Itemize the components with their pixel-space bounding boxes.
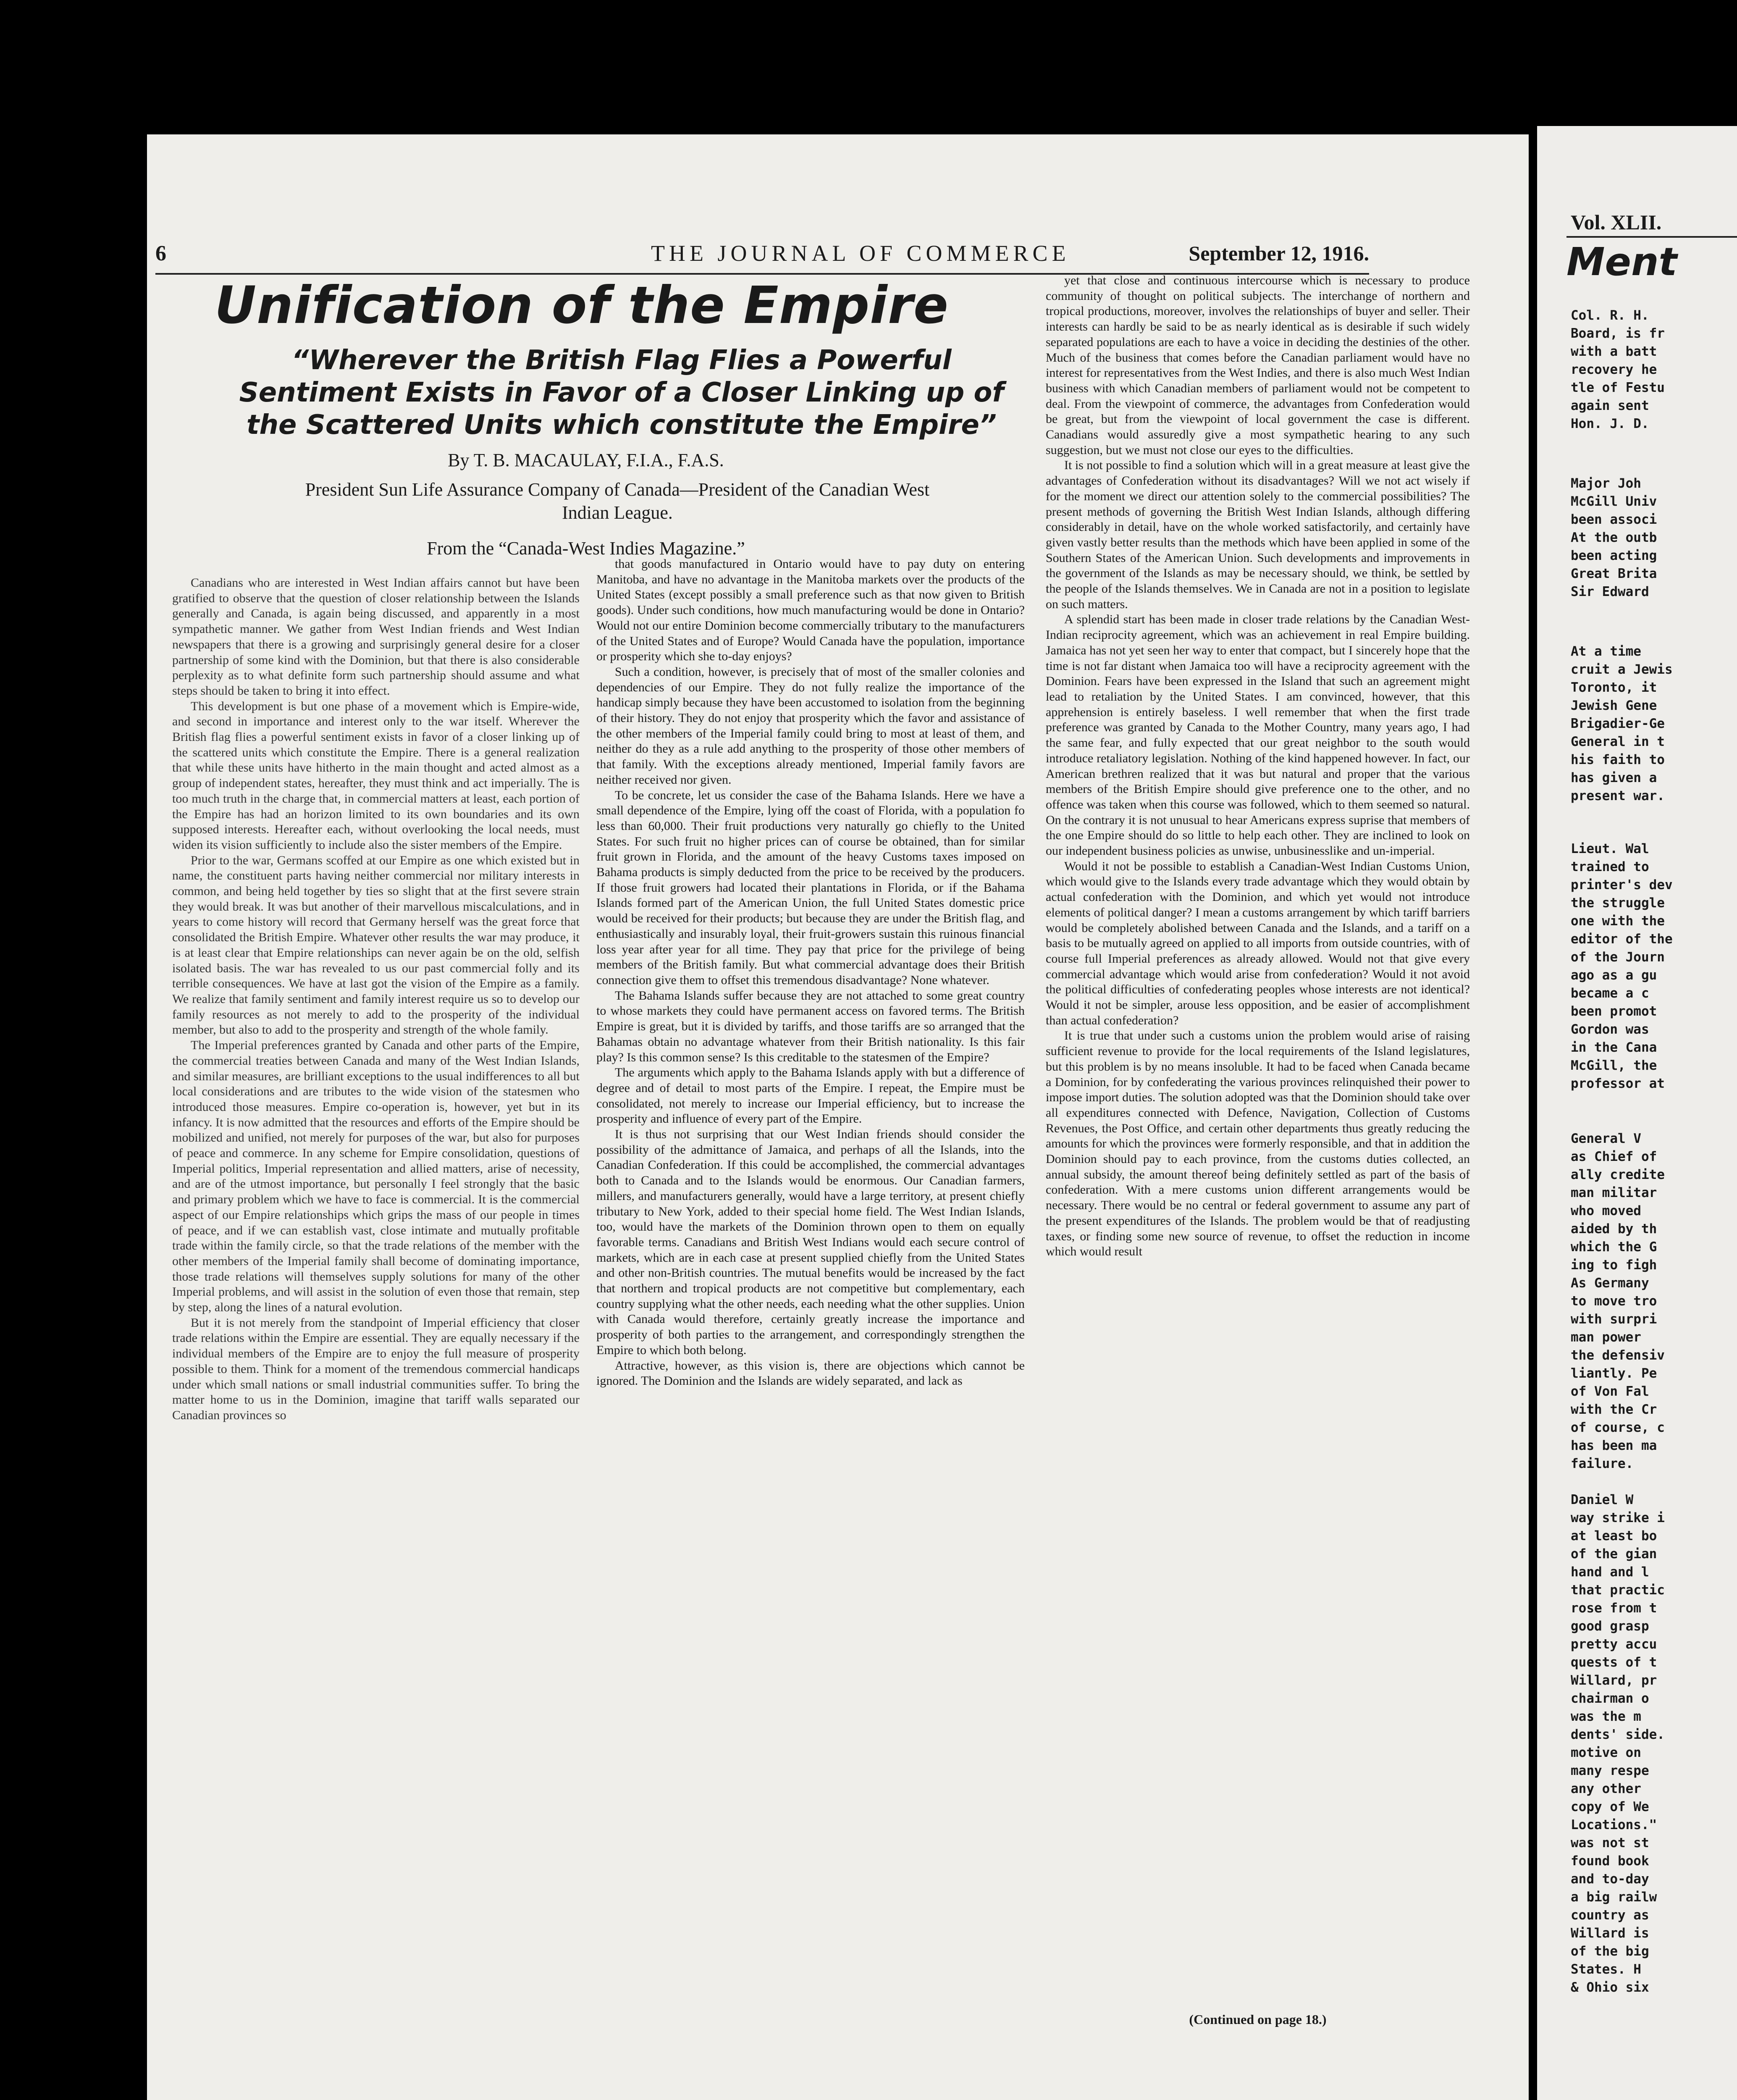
paragraph: yet that close and continuous intercourse which is necessary to produce community of thought on political subjects. The interchange of northern and tropical productions, moreover, involves the relationships of buyer and seller. Their interests can hardly be said to be as nearly identical as is desirable if such widely separated populations are each to have a voice in deciding the destinies of the other. Much of the business that comes before the Canadian parliament would have no interest for representatives from the West Indies, and there is also much West Indian business with which Canadian members of parliament would not be competent to deal. From the viewpoint of commerce, the advantages from Confederation would be great, but from the viewpoint of local government the case is different. Canadians would assuredly give a most sympathetic hearing to any such suggestion, but we must not close our eyes to the difficulties. <box>1046 273 1470 457</box>
paragraph: It is not possible to find a solution which will in a great measure at least give the advantages of Confederation without its disadvantages? Will we not act wisely if for the moment we direct our attention solely to the commercial possibilities? The present methods of governing the British West Indian Islands, although differing considerably in detail, have on the whole worked satisfactorily, and certainly have given vastly better results than the methods which have been applied in some of the Southern States of the American Union. Such developments and improvements in the government of the Islands as may be necessary should, we think, be settled by the people of the Islands themselves. We in Canada are not in a position to legislate on such matters. <box>1046 458 1470 611</box>
paragraph: Such a condition, however, is precisely that of most of the smaller colonies and dependencies of our Empire. They do not fully realize the importance of the handicap simply because they have been accustomed to isolation from the beginning of their history. They do not enjoy that prosperity which the favor and assistance of the other members of the Imperial family could bring to most at least of them, and neither do they as a rule add anything to the prosperity of those other members of that family. With the exceptions already mentioned, Imperial family favors are neither received nor given. <box>596 664 1025 787</box>
continued-note: (Continued on page 18.) <box>1189 2012 1327 2027</box>
news-item: Daniel W way strike i at least bo of the gian hand and l that practic rose from t good grasp pretty accu quests of t Willard, pr chairman o was the m dents' side. motive on many respe any other copy of We Locations." was not st found book and to-day a big railw country as Willard is of the big States. H & Ohio six <box>1571 1492 1665 1995</box>
article-title: Unification of the Empire <box>215 276 949 335</box>
paragraph: To be concrete, let us consider the case of the Bahama Islands. Here we have a small dependence of the Empire, lying off the coast of Florida, with a population fo less than 60,000. Their fruit productions very naturally go chiefly to the United States. For such fruit no higher prices can of course be obtained, than for similar fruit grown in Florida, and the amount of the heavy Customs taxes imposed on Bahama products is simply deducted from the price to be received by the producers. If those fruit growers had located their plantations in Florida, or if the Bahama Islands formed part of the American Union, the full United States domestic price would be received for their products; but because they are under the British flag, and enthusiastically and insurably loyal, their fruit-growers sustain this ruinous financial loss year after year for all time. They pay that price for the privilege of being members of the British family. But what commercial advantage does their British connection give them to offset this tremendous disadvantage? None whatever. <box>596 788 1025 987</box>
left-page <box>147 134 1529 2100</box>
article-column-1 <box>172 575 580 2092</box>
news-item: At a time cruit a Jewis Toronto, it Jewish Gene Brigadier-Ge General in t his faith to has given a present war. <box>1571 644 1673 803</box>
paragraph: The arguments which apply to the Bahama Islands apply with but a difference of degree and of detail to most parts of the Empire. I repeat, the Empire must be consolidated, not merely to increase our Imperial efficiency, but to increase the prosperity and influence of every part of the Empire. <box>596 1066 1025 1126</box>
paragraph: Prior to the war, Germans scoffed at our Empire as one which existed but in name, the constituent parts having neither commercial nor military interests in common, and being held together by ties so slight that at the first severe strain they would break. It was but another of their marvellous miscalculations, and in years to come history will record that Germany herself was the great force that consolidated the British Empire. Whatever other results the war may produce, it is at least clear that Empire relationships can never again be on the old, selfish isolated basis. The war has revealed to us our past commercial folly and its terrible consequences. We have at last got the vision of the Empire as a family. We realize that family sentiment and family interest require us so to develop our family resources as not merely to add to the prosperity of the individual member, but also to add to the prosperity and strength of the whole family. <box>172 853 580 1037</box>
article-subtitle: “Wherever the British Flag Flies a Powerful Sentiment Exists in Favor of a Closer Linking up of the Scattered Units which constitute the Empire” <box>239 345 1004 441</box>
page-header <box>155 239 1369 275</box>
journal-name: THE JOURNAL OF COMMERCE <box>651 241 1070 266</box>
news-item: General V as Chief of ally credite man militar who moved aided by th which the G ing to figh As Germany to move tro with surpri man power the defensiv liantly. Pe of Von Fal with the Cr of course, c has been ma failure. <box>1571 1131 1665 1471</box>
news-item: Col. R. H. Board, is fr with a batt recovery he tle of Festu again sent Hon. J. D. <box>1571 308 1665 431</box>
section-heading: Ment <box>1566 239 1677 284</box>
article-byline: By T. B. MACAULAY, F.I.A., F.A.S. <box>448 450 724 470</box>
paragraph: It is true that under such a customs union the problem would arise of raising sufficient revenue to provide for the local requirements of the Island legislatures, but this problem is by no means insoluble. It had to be faced when Canada became a Dominion, for by confederating the various provinces relinquished their power to impose import duties. The solution adopted was that the Dominion should take over all expenditures connected with Defence, Navigation, Collection of Customs Revenues, the Post Office, and certain other departments thus greatly reducing the amounts for which the provinces were formerly responsible, and that in addition the Dominion should pay to each province, from the customs duties collected, an annual subsidy, the amount thereof being definitely settled as part of the basis of confederation. With a mere customs union different arrangements would be necessary. There would be no central or federal government to assume any part of the present expenditures of the Islands. The problem would be that of readjusting taxes, or finding some new source of revenue, to offset the reduction in income which would result <box>1046 1029 1470 1259</box>
right-page <box>1537 126 1737 2100</box>
paragraph: Attractive, however, as this vision is, there are objections which cannot be ignored. The Dominion and the Islands are widely separated, and lack as <box>596 1358 1025 1388</box>
paragraph: This development is but one phase of a movement which is Empire-wide, and second in importance and interest only to the war itself. Wherever the British flag flies a powerful sentiment exists in favor of a closer linking up of the scattered units which constitute the Empire. There is a general realization that while these units have hitherto in the main thought and acted almost as a group of independent states, hereafter, they must think and act imperially. The is too much truth in the charge that, in commercial matters at least, each portion of the Empire has had an horizon limited to its own boundaries and its own supposed interests. Hereafter each, without overlooking the local needs, must widen its vision sufficiently to include also the sister members of the Empire. <box>172 699 580 852</box>
paragraph: A splendid start has been made in closer trade relations by the Canadian West-Indian reciprocity agreement, which was an achievement in real Empire building. Jamaica has not yet seen her way to enter that compact, but I sincerely hope that the time is not far distant when Jamaica too will have a reciprocity agreement with the Dominion. Fears have been expressed in the Island that such an agreement might lead to retaliation by the United States. I am convinced, however, that this apprehension is entirely baseless. I well remember that when the first trade preference was granted by Canada to the Mother Country, many years ago, I had the same fear, and fully expected that our great neighbor to the south would introduce retaliatory legislation. Nothing of the kind happened however. In fact, our American brethren realized that it was but natural and proper that the various members of the British Empire should give preference one to the other, and no offence was taken when this course was followed, which to them seemed so natural. On the contrary it is not unusual to hear Americans express suprise that members of the one Empire should do so little to help each other. They are inclined to look on our independent business policies as unwise, unbusinesslike and un-imperial. <box>1046 612 1470 858</box>
news-item: Lieut. Wal trained to printer's dev the struggle one with the editor of the of the Journ ago as a gu became a c been promot Gordon was in the Cana McGill, the professor at <box>1571 841 1673 1091</box>
header-rule <box>1566 236 1737 238</box>
paragraph: Would it not be possible to establish a Canadian-West Indian Customs Union, which would give to the Islands every trade advantage which they would obtain by actual confederation with the Dominion, and which yet would not introduce elements of political danger? I mean a customs arrangement by which tariff barriers would be completely abolished between Canada and the Islands, and a tariff on a basis to be mutually agreed on applied to all imports from outside countries, with of course full Imperial preferences as already allowed. Would not that give every commercial advantage which would arise from confederation? Would it not avoid the political difficulties of confederating peoples whose interests are not identical? Would it not be simpler, arouse less opposition, and be easier of accomplishment than actual confederation? <box>1046 859 1470 1027</box>
paragraph: that goods manufactured in Ontario would have to pay duty on entering Manitoba, and have no advantage in the Manitoba markets over the products of the United States (except possibly a small preference such as that now given to British goods). Under such conditions, how much manufacturing would be done in Ontario? Would not our entire Dominion become commercially tributary to the manufacturers of the United States and of Europe? Would Canada have the population, importance or prosperity which she to-day enjoys? <box>596 557 1025 664</box>
paragraph: The Imperial preferences granted by Canada and other parts of the Empire, the commercial treaties between Canada and many of the West Indian Islands, and similar measures, are brilliant exceptions to the usual indifferences to all but local considerations and are tributes to the wide vision of the statesmen who introduced those measures. Empire co-operation is, however, yet but in its infancy. It is now admitted that the resources and efforts of the Empire should be mobilized and unified, not merely for purposes of the war, but also for purposes of peace and commerce. In any scheme for Empire consolidation, questions of Imperial politics, Imperial representation and allied matters, arise of necessity, and are of the utmost importance, but personally I feel strongly that the basic and primary problem which we have to face is commercial. It is the commercial aspect of our Empire relationships which grips the mass of our people in times of peace, and if we can establish vast, close intimate and mutually profitable trade within the family circle, so that the trade relations of the member with the other members of the Imperial family shall become of dominating importance, those trade relations will themselves supply solutions for many of the other Imperial problems, and will assist in the solution of even those that remain, step by step, along the lines of a natural evolution. <box>172 1038 580 1315</box>
paragraph: The Bahama Islands suffer because they are not attached to some great country to whose markets they could have permanent access on favored terms. The British Empire is great, but it is divided by tariffs, and those tariffs are so arranged that the Bahamas obtain no advantage whatever from their British nationality. Is this fair play? Is this common sense? Is this creditable to the statesmen of the Empire? <box>596 988 1025 1064</box>
page-number: 6 <box>155 242 166 265</box>
paragraph: Canadians who are interested in West Indian affairs cannot but have been gratified to observe that the question of closer relationship between the Islands generally and Canada, is again being discussed, and apparently in a most sympathetic manner. We gather from West Indian friends and West Indian newspapers that there is a growing and surprisingly general desire for a closer partnership of some kind with the Dominion, but that there is also considerable perplexity as to what definite form such partnership should assume and what steps should be taken to bring it into effect. <box>172 576 580 698</box>
paragraph: But it is not merely from the standpoint of Imperial efficiency that closer trade relations within the Empire are essential. They are equally necessary if the individual members of the Empire are to enjoy the full measure of prosperity possible to them. Think for a moment of the tremendous commercial handicaps under which small nations or small industrial communities suffer. To bring the matter home to us in the Dominion, imagine that tariff walls separated our Canadian provinces so <box>172 1315 580 1422</box>
news-item: Major Joh McGill Univ been associ At the outb been acting Great Brita Sir Edward <box>1571 476 1657 599</box>
paragraph: It is thus not surprising that our West Indian friends should consider the possibility of the admittance of Jamaica, and perhaps of all the Islands, into the Canadian Confederation. If this could be accomplished, the commercial advantages both to Canada and to the Islands would be enormous. Our Canadian farmers, millers, and manufacturers generally, would have a large territory, at present chiefly tributary to New York, added to their special home field. The West Indian Islands, too, would have the markets of the Dominion thrown open to them on equally favorable terms. Canadians and British West Indians would each secure control of markets, which are in each case at present supplied chiefly from the United States and other non-British countries. The mutual benefits would be increased by the fact that northern and tropical products are not competitive but complementary, each country supplying what the other needs, each needing what the other supplies. Union with Canada would therefore, certainly greatly increase the importance and prosperity of both parties to the arrangement, and correspondingly strengthen the Empire to which both belong. <box>596 1127 1025 1357</box>
article-column-2 <box>596 556 1025 2100</box>
article-source: From the “Canada-West Indies Magazine.” <box>427 538 745 559</box>
volume-label: Vol. XLII. <box>1571 210 1662 234</box>
article-column-3 <box>1046 273 1470 2008</box>
issue-date: September 12, 1916. <box>1189 242 1369 265</box>
author-position: President Sun Life Assurance Company of Canada—President of the Canadian West Indian League. <box>305 479 930 523</box>
